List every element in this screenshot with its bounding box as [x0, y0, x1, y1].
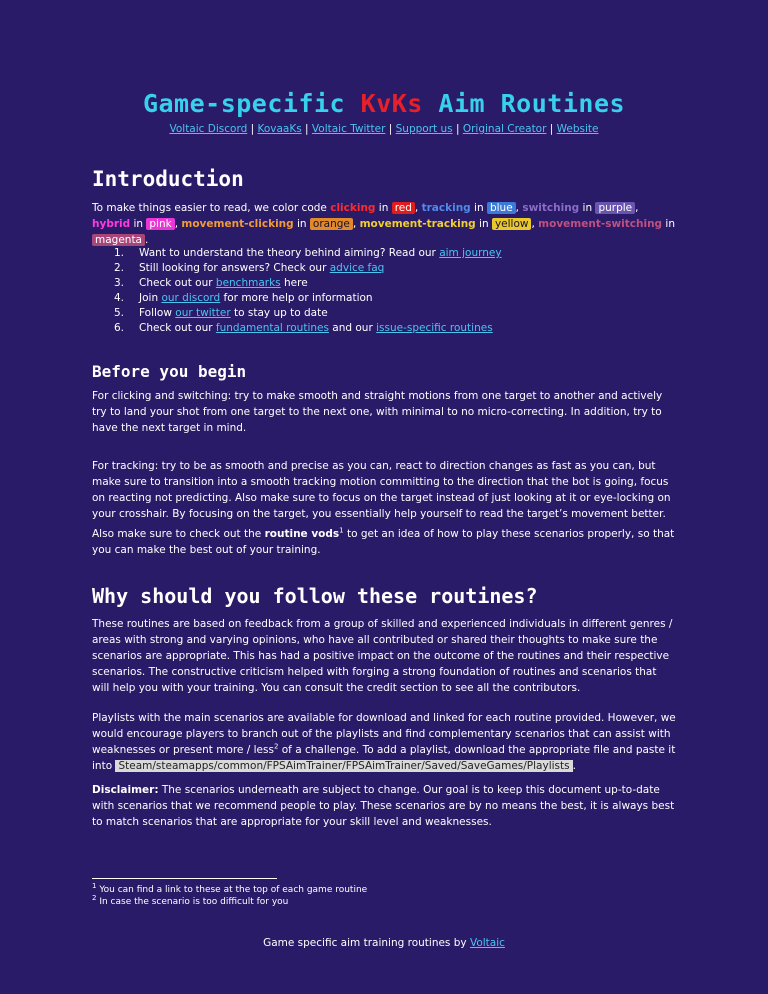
- link-kovaaks[interactable]: KovaaKs: [257, 123, 302, 135]
- list-text: Check out our: [139, 322, 216, 334]
- comma: ,: [414, 202, 422, 214]
- footnote-1: [92, 884, 367, 896]
- list-text: here: [280, 277, 308, 289]
- list-text: to stay up to date: [230, 307, 328, 319]
- label-tracking: tracking: [421, 202, 471, 214]
- separator: |: [452, 123, 463, 135]
- chip-magenta: magenta: [92, 234, 145, 246]
- link-voltaic-twitter[interactable]: Voltaic Twitter: [311, 123, 386, 135]
- link-benchmarks[interactable]: benchmarks: [215, 277, 281, 289]
- list-number: 6.: [114, 322, 125, 334]
- label-movement-tracking: movement-tracking: [359, 218, 476, 230]
- link-advice-faq[interactable]: advice faq: [329, 262, 385, 274]
- list-text: Join: [139, 292, 162, 304]
- footnote-text: In case the scenario is too difficult for you: [96, 897, 289, 907]
- heading-why-follow: Why should you follow these routines?: [92, 584, 538, 608]
- period: .: [572, 760, 576, 772]
- list-item: [92, 246, 502, 261]
- list-item: [92, 276, 502, 291]
- footnote-number: 1: [92, 882, 97, 890]
- disclaimer-label: Disclaimer:: [92, 784, 159, 796]
- why-paragraph-1: These routines are based on feedback from a group of skilled and experienced individuals in different genres / areas with strong and varying opinions, who have all contributed or shared their thoughts to make sure the scenarios are appropriate. This has had a positive impact on the outcome of the routines and their respective scenarios. The constructive criticism helped with forging a strong foundation of routines and scenarios that will help you with your training. You can consult the credit section to see all the contributors.: [92, 618, 673, 694]
- word-in: in: [475, 218, 492, 230]
- list-text: Check out our: [139, 277, 216, 289]
- list-number: 3.: [114, 277, 125, 289]
- link-support-us[interactable]: Support us: [395, 123, 453, 135]
- footnote-divider: [92, 878, 277, 879]
- title-part-3: Aim Routines: [422, 89, 626, 118]
- footer-text: Game specific aim training routines by: [263, 937, 470, 949]
- comma: ,: [352, 218, 360, 230]
- comma: ,: [515, 202, 523, 214]
- chip-pink: pink: [146, 218, 174, 230]
- list-item: [92, 261, 502, 276]
- comma: ,: [174, 218, 182, 230]
- word-in: in: [293, 218, 310, 230]
- label-switching: switching: [522, 202, 580, 214]
- list-text: for more help or information: [220, 292, 373, 304]
- separator: |: [546, 123, 557, 135]
- link-our-twitter[interactable]: our twitter: [175, 307, 231, 319]
- word-in: in: [130, 218, 147, 230]
- intro-text: To make things easier to read, we color code: [92, 202, 331, 214]
- link-original-creator[interactable]: Original Creator: [462, 123, 547, 135]
- label-movement-switching: movement-switching: [538, 218, 663, 230]
- label-clicking: clicking: [330, 202, 376, 214]
- footnote-ref-2: 2: [273, 742, 279, 751]
- intro-steps-list: [92, 246, 502, 336]
- list-number: 4.: [114, 292, 125, 304]
- list-number: 5.: [114, 307, 125, 319]
- paragraph-text: of a challenge. To add a playlist, download the appropriate file and paste it into: [92, 744, 676, 772]
- footnote-ref-1: 1: [339, 526, 344, 535]
- heading-before-you-begin: Before you begin: [92, 362, 247, 381]
- word-in: in: [375, 202, 392, 214]
- before-paragraph-1: For clicking and switching: try to make smooth and straight motions from one target to another and actively try to land your shot from one target to the next one, with minimal to no micro-correcting. In addition, try to have the next target in mind.: [92, 390, 663, 434]
- separator: |: [301, 123, 312, 135]
- chip-purple: purple: [595, 202, 635, 214]
- chip-yellow: yellow: [492, 218, 532, 230]
- separator: |: [247, 123, 258, 135]
- list-text: and our: [328, 322, 377, 334]
- chip-blue: blue: [487, 202, 516, 214]
- list-item: [92, 291, 502, 306]
- intro-paragraph: [92, 200, 676, 248]
- playlist-path-code: Steam/steamapps/common/FPSAimTrainer/FPSAimTrainer/Saved/SaveGames/Playlists: [115, 760, 572, 772]
- footnote-text: You can find a link to these at the top of each game routine: [96, 885, 368, 895]
- label-movement-clicking: movement-clicking: [181, 218, 294, 230]
- paragraph-text: Playlists with the main scenarios are available for download and linked for each routine provided. However, we would encourage players to branch out of the playlists and find complementary scenarios that can assist with weaknesses or present more / less: [92, 712, 676, 756]
- link-our-discord[interactable]: our discord: [161, 292, 221, 304]
- link-aim-journey[interactable]: aim journey: [439, 247, 502, 259]
- list-text: Still looking for answers? Check our: [139, 262, 330, 274]
- label-hybrid: hybrid: [92, 218, 131, 230]
- paragraph-text: to get an idea of how to play these scenarios properly, so that you can make the best out of your training.: [92, 528, 675, 556]
- link-fundamental-routines[interactable]: fundamental routines: [215, 322, 329, 334]
- link-issue-specific-routines[interactable]: issue-specific routines: [376, 322, 493, 334]
- list-item: [92, 321, 502, 336]
- list-number: 1.: [114, 247, 125, 259]
- link-voltaic-discord[interactable]: Voltaic Discord: [169, 123, 248, 135]
- list-number: 2.: [114, 262, 125, 274]
- title-part-1: Game-specific: [142, 89, 361, 118]
- header-links: [0, 122, 768, 136]
- why-paragraph-2: [92, 710, 676, 774]
- disclaimer-text: The scenarios underneath are subject to change. Our goal is to keep this document up-to-date with scenarios that we recommend people to play. These scenarios are by no means the best, it is always best to match scenarios that are appropriate for your skill level and weaknesses.: [92, 784, 675, 828]
- footnote-2: [92, 896, 288, 908]
- word-in: in: [579, 202, 596, 214]
- list-item: [92, 306, 502, 321]
- list-text: Want to understand the theory behind aiming? Read our: [139, 247, 440, 259]
- footnote-number: 2: [92, 894, 97, 902]
- before-paragraph-2: For tracking: try to be as smooth and precise as you can, react to direction changes as fast as you can, but make sure to transition into a smooth tracking motion committing to the direction that the bot is going, focus on reacting not predicting. Also make sure to focus on the target instead of just looking at it or eye-locking on your crosshair. By focusing on the target, you essentially help yourself to read the target’s movement better.: [92, 460, 671, 520]
- comma: ,: [531, 218, 539, 230]
- link-website[interactable]: Website: [556, 123, 599, 135]
- chip-orange: orange: [310, 218, 353, 230]
- word-in: in: [470, 202, 487, 214]
- page-footer: [0, 936, 768, 950]
- link-voltaic-footer[interactable]: Voltaic: [469, 937, 505, 949]
- period: .: [145, 234, 149, 246]
- word-in: in: [662, 218, 675, 230]
- routine-vods-bold: routine vods: [264, 528, 340, 540]
- paragraph-text: Also make sure to check out the: [92, 528, 265, 540]
- heading-introduction: Introduction: [92, 167, 244, 191]
- separator: |: [385, 123, 396, 135]
- disclaimer-paragraph: [92, 782, 676, 830]
- before-paragraph-3: [92, 526, 676, 558]
- list-text: Follow: [139, 307, 176, 319]
- chip-red: red: [392, 202, 415, 214]
- comma: ,: [635, 202, 639, 214]
- page-title: [0, 88, 768, 120]
- title-kvks: KvKs: [360, 89, 423, 118]
